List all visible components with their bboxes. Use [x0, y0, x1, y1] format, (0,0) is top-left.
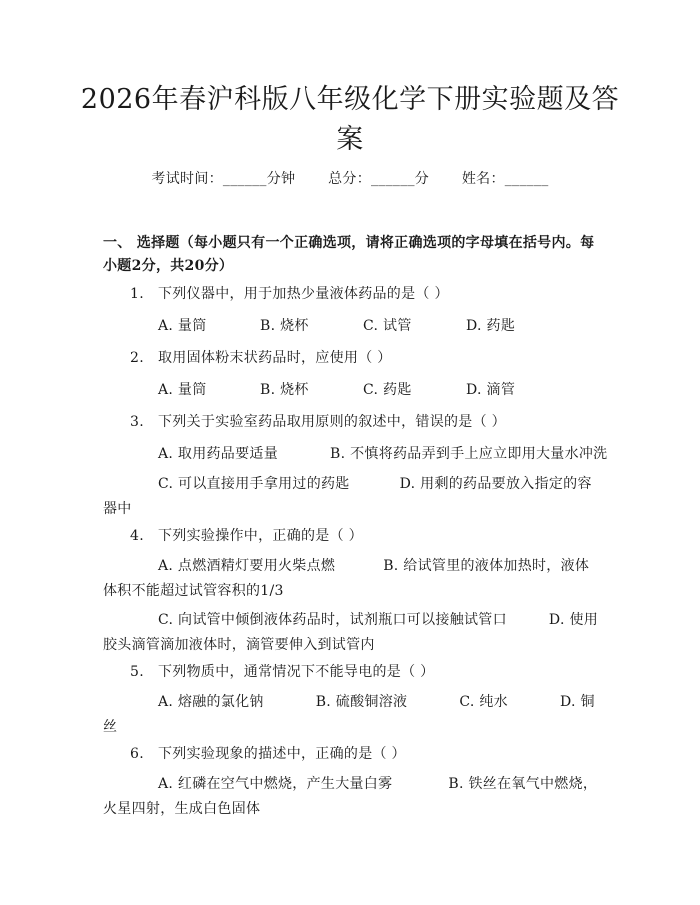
options-4-row1: [103, 554, 600, 604]
question-5: [130, 662, 434, 682]
options-3-row2: [103, 472, 600, 522]
question-text: 下列关于实验室药品取用原则的叙述中，错误的是（ ）: [158, 414, 506, 430]
options-5: [103, 690, 600, 740]
question-text: 下列实验操作中，正确的是（ ）: [158, 528, 363, 544]
question-number: 5.: [130, 664, 144, 680]
exam-score: 总分：______分: [328, 171, 430, 187]
question-3: [130, 412, 506, 432]
options-1: [158, 316, 618, 336]
option-c: C. 纯水: [459, 694, 508, 710]
question-number: 1.: [130, 286, 144, 302]
option-d: D. 使用胶头滴管滴加液体时，滴管要伸入到试管内: [103, 612, 599, 653]
option-b: B. 硫酸铜溶液: [315, 694, 408, 710]
page-title: 2026年春沪科版八年级化学下册实验题及答案: [80, 84, 620, 155]
question-number: 6.: [130, 746, 144, 762]
option-a: A. 取用药品要适量: [158, 446, 279, 462]
question-number: 3.: [130, 414, 144, 430]
options-6: [103, 772, 600, 822]
exam-meta: [0, 168, 700, 188]
option-a: A. 熔融的氯化钠: [158, 694, 264, 710]
question-text: 下列实验现象的描述中，正确的是（ ）: [158, 746, 406, 762]
option-b: B. 烧杯: [260, 382, 309, 398]
option-d: D. 用剩的药品要放入指定的容器中: [103, 476, 592, 517]
option-a: A. 量筒: [158, 318, 207, 334]
student-name: 姓名：______: [461, 171, 549, 187]
option-c: C. 药匙: [363, 382, 412, 398]
question-text: 下列物质中，通常情况下不能导电的是（ ）: [158, 664, 435, 680]
option-b: B. 给试管里的液体加热时，液体体积不能超过试管容积的1/3: [103, 558, 590, 599]
option-a: A. 红磷在空气中燃烧，产生大量白雾: [158, 776, 393, 792]
option-b: B. 烧杯: [260, 318, 309, 334]
question-text: 下列仪器中，用于加热少量液体药品的是（ ）: [158, 286, 449, 302]
question-4: [130, 526, 363, 546]
option-d: D. 药匙: [466, 318, 516, 334]
option-d: D. 铜丝: [103, 694, 595, 735]
option-b: B. 铁丝在氧气中燃烧，火星四射，生成白色固体: [103, 776, 598, 817]
option-c: C. 向试管中倾倒液体药品时，试剂瓶口可以接触试管口: [158, 612, 507, 628]
question-text: 取用固体粉末状药品时，应使用（ ）: [158, 350, 392, 366]
options-2: [158, 380, 618, 400]
options-3-row1: [158, 444, 618, 464]
options-4-row2: [103, 608, 600, 658]
option-c: C. 试管: [363, 318, 412, 334]
question-number: 2.: [130, 350, 144, 366]
question-1: [130, 284, 449, 304]
option-b: B. 不慎将药品弄到手上应立即用大量水冲洗: [330, 446, 608, 462]
question-2: [130, 348, 392, 368]
option-a: A. 点燃酒精灯要用火柴点燃: [158, 558, 336, 574]
section-heading: 一、 选择题（每小题只有一个正确选项，请将正确选项的字母填在括号内。每小题2分，共20分）: [103, 235, 595, 274]
question-number: 4.: [130, 528, 144, 544]
exam-time: 考试时间：______分钟: [151, 171, 296, 187]
option-c: C. 可以直接用手拿用过的药匙: [158, 476, 350, 492]
question-6: [130, 744, 406, 764]
option-a: A. 量筒: [158, 382, 207, 398]
option-d: D. 滴管: [466, 382, 516, 398]
